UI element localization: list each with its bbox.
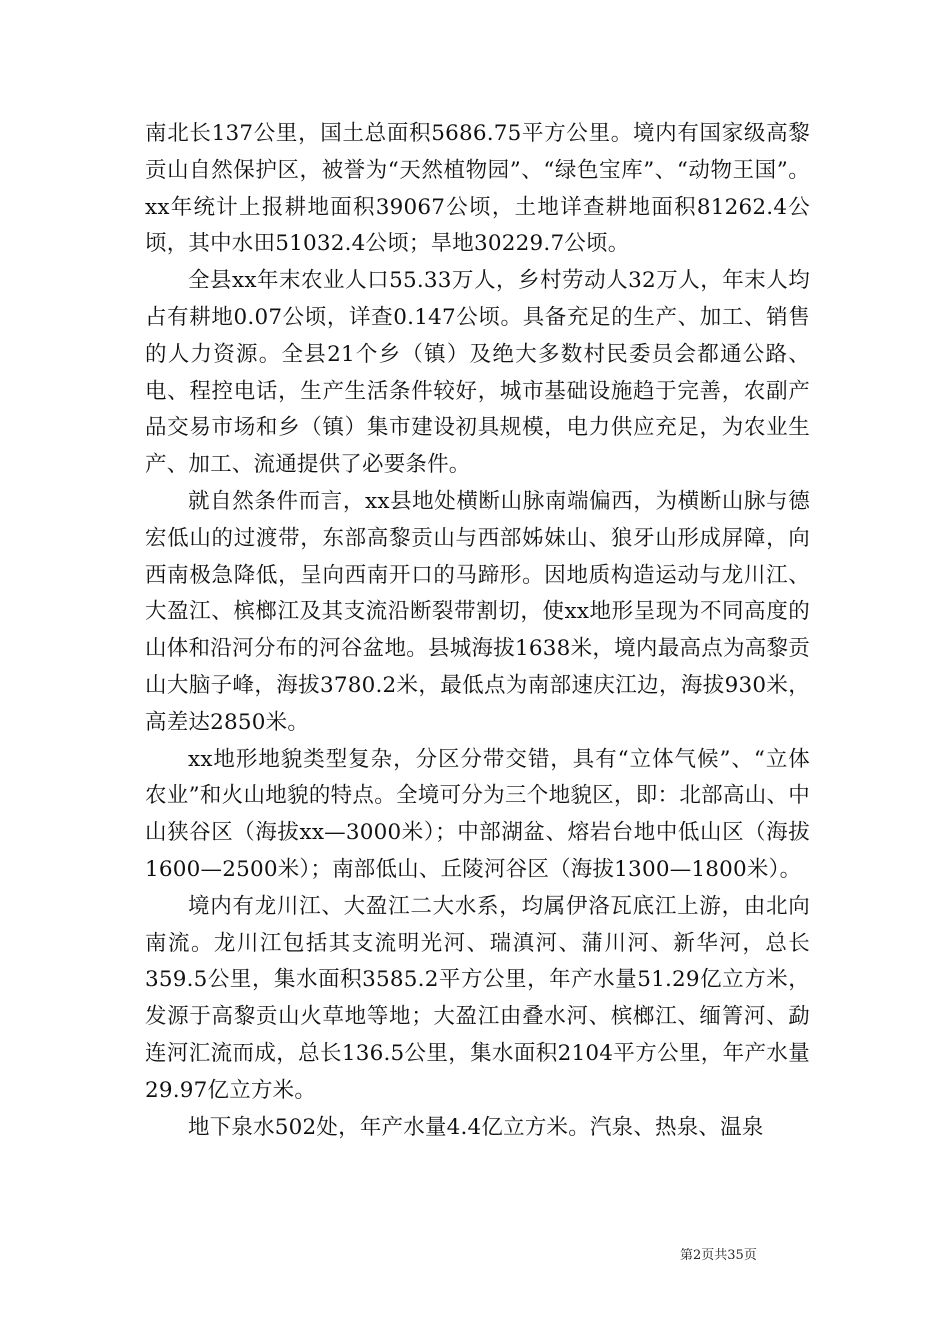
paragraph-6: 地下泉水502处，年产水量4.4亿立方米。汽泉、热泉、温泉: [188, 1114, 764, 1140]
paragraph-2: 全县xx年末农业人口55.33万人，乡村劳动人32万人，年末人均占有耕地0.07公顷，详查0.147公顷。具备充足的生产、加工、销售的人力资源。全县21个乡（镇）及绝大多数村民委员会都通公路、电、程控电话，生产生活条件较好，城市基础设施趋于完善，农副产品交易市场和乡（镇）集市建设初具规模，电力供应充足，为农业生产、加工、流通提供了必要条件。: [145, 268, 810, 478]
paragraph-1: 南北长137公里，国土总面积5686.75平方公里。境内有国家级高黎贡山自然保护区，被誉为“天然植物园”、“绿色宝库”、“动物王国”。xx年统计上报耕地面积39067公顷，土地详查耕地面积81262.4公顷，其中水田51032.4公顷；旱地30229.7公顷。: [145, 121, 810, 257]
paragraph-5: 境内有龙川江、大盈江二大水系，均属伊洛瓦底江上游，由北向南流。龙川江包括其支流明光河、瑞滇河、蒲川河、新华河，总长359.5公里，集水面积3585.2平方公里，年产水量51.29亿立方米，发源于高黎贡山火草地等地；大盈江由叠水河、槟榔江、缅箐河、勐连河汇流而成，总长136.5公里，集水面积2104平方公里，年产水量29.97亿立方米。: [145, 893, 810, 1103]
paragraph-3: 就自然条件而言，xx县地处横断山脉南端偏西，为横断山脉与德宏低山的过渡带，东部高黎贡山与西部姊妹山、狼牙山形成屏障，向西南极急降低，呈向西南开口的马蹄形。因地质构造运动与龙川江、大盈江、槟榔江及其支流沿断裂带割切，使xx地形呈现为不同高度的山体和沿河分布的河谷盆地。县城海拔1638米，境内最高点为高黎贡山大脑子峰，海拔3780.2米，最低点为南部速庆江边，海拔930米，高差达2850米。: [145, 488, 810, 735]
paragraph-4: xx地形地貌类型复杂，分区分带交错，具有“立体气候”、“立体农业”和火山地貌的特点。全境可分为三个地貌区，即：北部高山、中山狭谷区（海拔xx—3000米）；中部湖盆、熔岩台地中低山区（海拔1600—2500米）；南部低山、丘陵河谷区（海拔1300—1800米）。: [145, 746, 810, 882]
document-body: [145, 116, 810, 1146]
page-number-footer: 第2页共35页: [680, 1248, 757, 1263]
